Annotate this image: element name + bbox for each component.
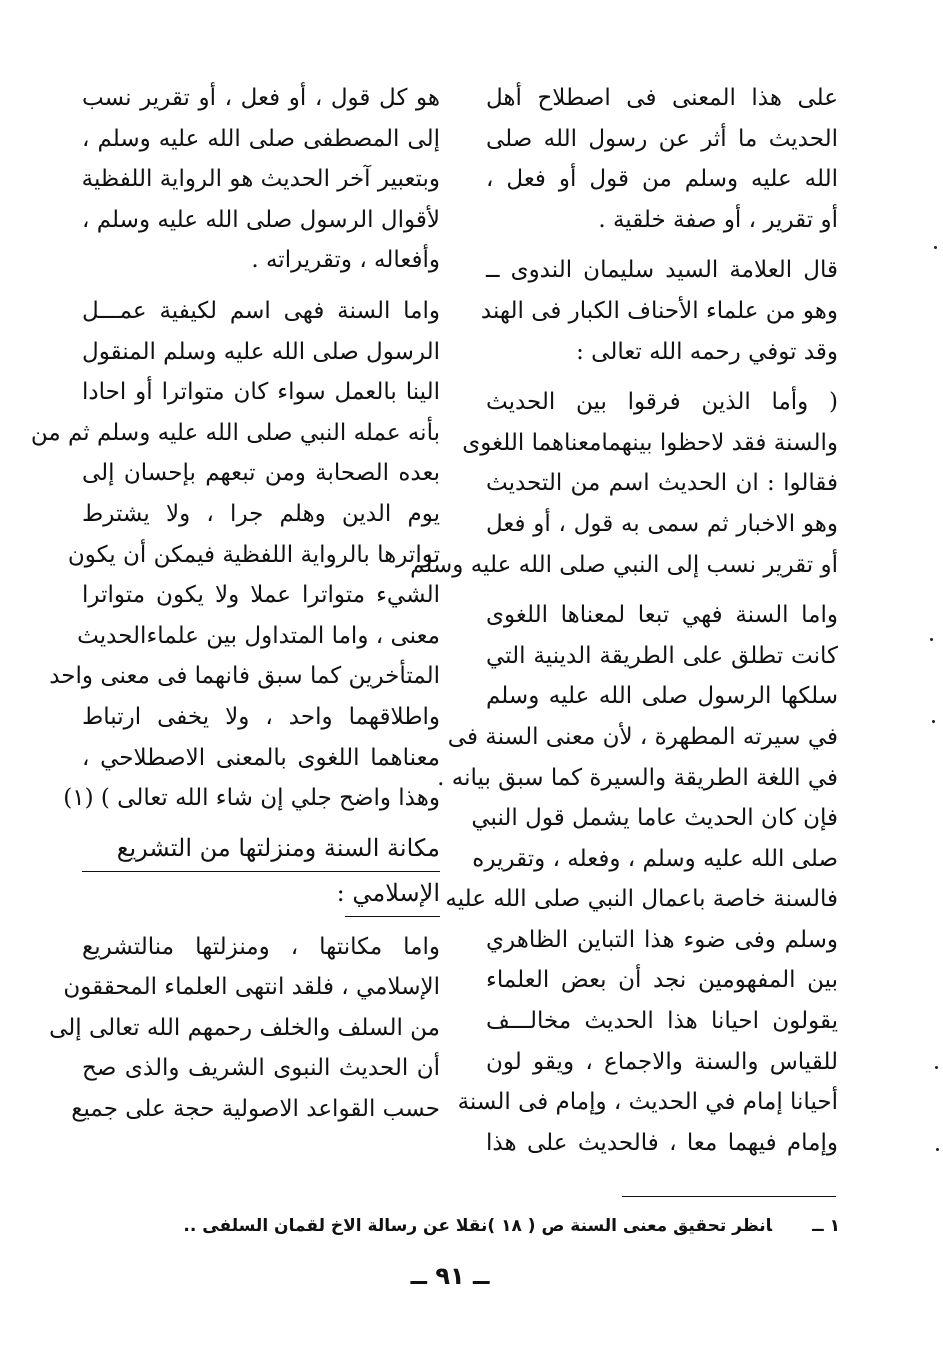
text-line: واما السنة فهى اسم لكيفية عمـــل — [82, 297, 440, 324]
footnote — [140, 1216, 840, 1236]
paragraph — [437, 595, 838, 1163]
text-line: بعده الصحابة ومن تبعهم بإحسان إلى — [82, 460, 440, 487]
text-line: الينا بالعمل سواء كان متواترا أو احادا — [82, 379, 440, 406]
text-line: في سيرته المطهرة ، لأن معنى السنة فى — [447, 723, 838, 750]
text-line: إلى المصطفى صلى الله عليه وسلم ، — [82, 125, 440, 152]
text-line: تواترها بالرواية اللفظية فيمكن أن يكون — [67, 541, 440, 568]
paragraph — [30, 291, 440, 819]
text-line: وأفعاله ، وتقريراته . — [251, 247, 440, 274]
scan-speck — [934, 246, 937, 249]
text-line: فالسنة خاصة باعمال النبي صلى الله عليه — [445, 886, 838, 913]
text-line: واما السنة فهي تبعا لمعناها اللغوى — [486, 602, 838, 629]
page-number: ــ ٩١ ــ — [410, 1262, 490, 1290]
text-line: وإمام فيهما معا ، فالحديث على هذا — [486, 1129, 838, 1156]
text-line: الشيء متواترا عملا ولا يكون متواترا — [82, 582, 440, 609]
text-line: الحديث ما أثر عن رسول الله صلى — [486, 125, 838, 152]
text-line: فإن كان الحديث عاما يشمل قول النبي — [471, 805, 838, 832]
text-line: المتأخرين كما سبق فانهما فى معنى واحد — [49, 663, 440, 690]
text-line: وقد توفي رحمه الله تعالى : — [576, 338, 838, 365]
scan-speck — [930, 638, 933, 641]
text-line: وبتعبير آخر الحديث هو الرواية اللفظية — [81, 166, 440, 193]
text-line: وهو من علماء الأحناف الكبار فى الهند — [480, 297, 838, 324]
scan-speck — [935, 1066, 938, 1069]
text-line: للقياس والسنة والاجماع ، ويقو لون — [486, 1048, 838, 1075]
text-line: هو كل قول ، أو فعل ، أو تقرير نسب — [82, 85, 440, 111]
scan-speck — [932, 720, 935, 723]
right-column — [410, 78, 838, 1163]
heading-line: مكانة السنة ومنزلتها من التشريع — [116, 833, 440, 862]
text-line: صلى الله عليه وسلم ، وفعله ، وتقريره — [472, 845, 838, 872]
text-line: يقولون احيانا هذا الحديث مخالـــف — [486, 1008, 838, 1035]
text-line: وهو الاخبار ثم سمى به قول ، أو فعل — [486, 510, 838, 537]
text-line: قال العلامة السيد سليمان الندوى ــ — [486, 257, 838, 284]
text-line: ( وأما الذين فرقوا بين الحديث — [486, 389, 838, 416]
footnote-number: ١ ــ — [812, 1216, 840, 1236]
text-line: بين المفهومين نجد أن بعض العلماء — [486, 967, 838, 994]
paragraph — [49, 927, 440, 1130]
text-line: كانت تطلق على الطريقة الدينية التي — [486, 642, 838, 669]
text-line: الإسلامي ، فلقد انتهى العلماء المحققون — [63, 974, 440, 1001]
left-column — [30, 78, 440, 1130]
footnote-text: انظر تحقيق معنى السنة ص ( ١٨ )نقلا عن رسالة الاخ لقمان السلفى .. — [183, 1216, 773, 1236]
text-line: الله عليه وسلم من قول أو فعل ، — [486, 166, 838, 193]
text-line: حسب القواعد الاصولية حجة على جميع — [71, 1096, 440, 1123]
paragraph — [486, 78, 838, 240]
text-line: أن الحديث النبوى الشريف والذى صح — [82, 1055, 440, 1082]
text-line: واطلاقهما واحد ، ولا يخفى ارتباط — [82, 703, 440, 730]
text-line: أو تقرير نسب إلى النبي صلى الله عليه وسلم — [410, 551, 838, 578]
text-line: معناهما اللغوى بالمعنى الاصطلاحي ، — [82, 744, 440, 771]
text-line: وسلم وفى ضوء هذا التباين الظاهري — [486, 926, 838, 953]
text-line: وهذا واضح جلي إن شاء الله تعالى ) (١) — [63, 785, 440, 812]
text-line: الرسول صلى الله عليه وسلم المنقول — [82, 338, 440, 365]
text-line: أحيانا إمام في الحديث ، وإمام فى السنة — [457, 1089, 838, 1116]
heading-underline — [345, 916, 440, 917]
text-line: والسنة فقد لاحظوا بينهمامعناهما اللغوى — [462, 429, 838, 456]
paragraph — [480, 250, 838, 372]
scan-speck — [936, 1148, 939, 1151]
heading-line: الإسلامي : — [336, 878, 440, 907]
text-line: سلكها الرسول صلى الله عليه وسلم — [486, 683, 838, 710]
text-line: أو تقرير ، أو صفة خلقية . — [598, 206, 838, 233]
paragraph — [410, 382, 838, 585]
text-line: من السلف والخلف رحمهم الله تعالى إلى — [49, 1014, 440, 1041]
text-line: فقالوا : ان الحديث اسم من التحديث — [486, 470, 838, 497]
text-line: معنى ، واما المتداول بين علماءالحديث — [77, 622, 440, 649]
text-line: بأنه عمله النبي صلى الله عليه وسلم ثم من — [30, 419, 440, 446]
text-line: لأقوال الرسول صلى الله عليه وسلم ، — [82, 206, 440, 233]
footnote-rule — [622, 1196, 836, 1197]
paragraph — [82, 78, 440, 281]
text-line: يوم الدين وهلم جرا ، ولا يشترط — [82, 500, 440, 527]
text-line: في اللغة الطريقة والسيرة كما سبق بيانه . — [437, 764, 838, 791]
text-line: واما مكانتها ، ومنزلتها منالتشريع — [82, 933, 440, 960]
text-line: على هذا المعنى فى اصطلاح أهل — [486, 85, 838, 111]
section-heading — [82, 827, 440, 917]
